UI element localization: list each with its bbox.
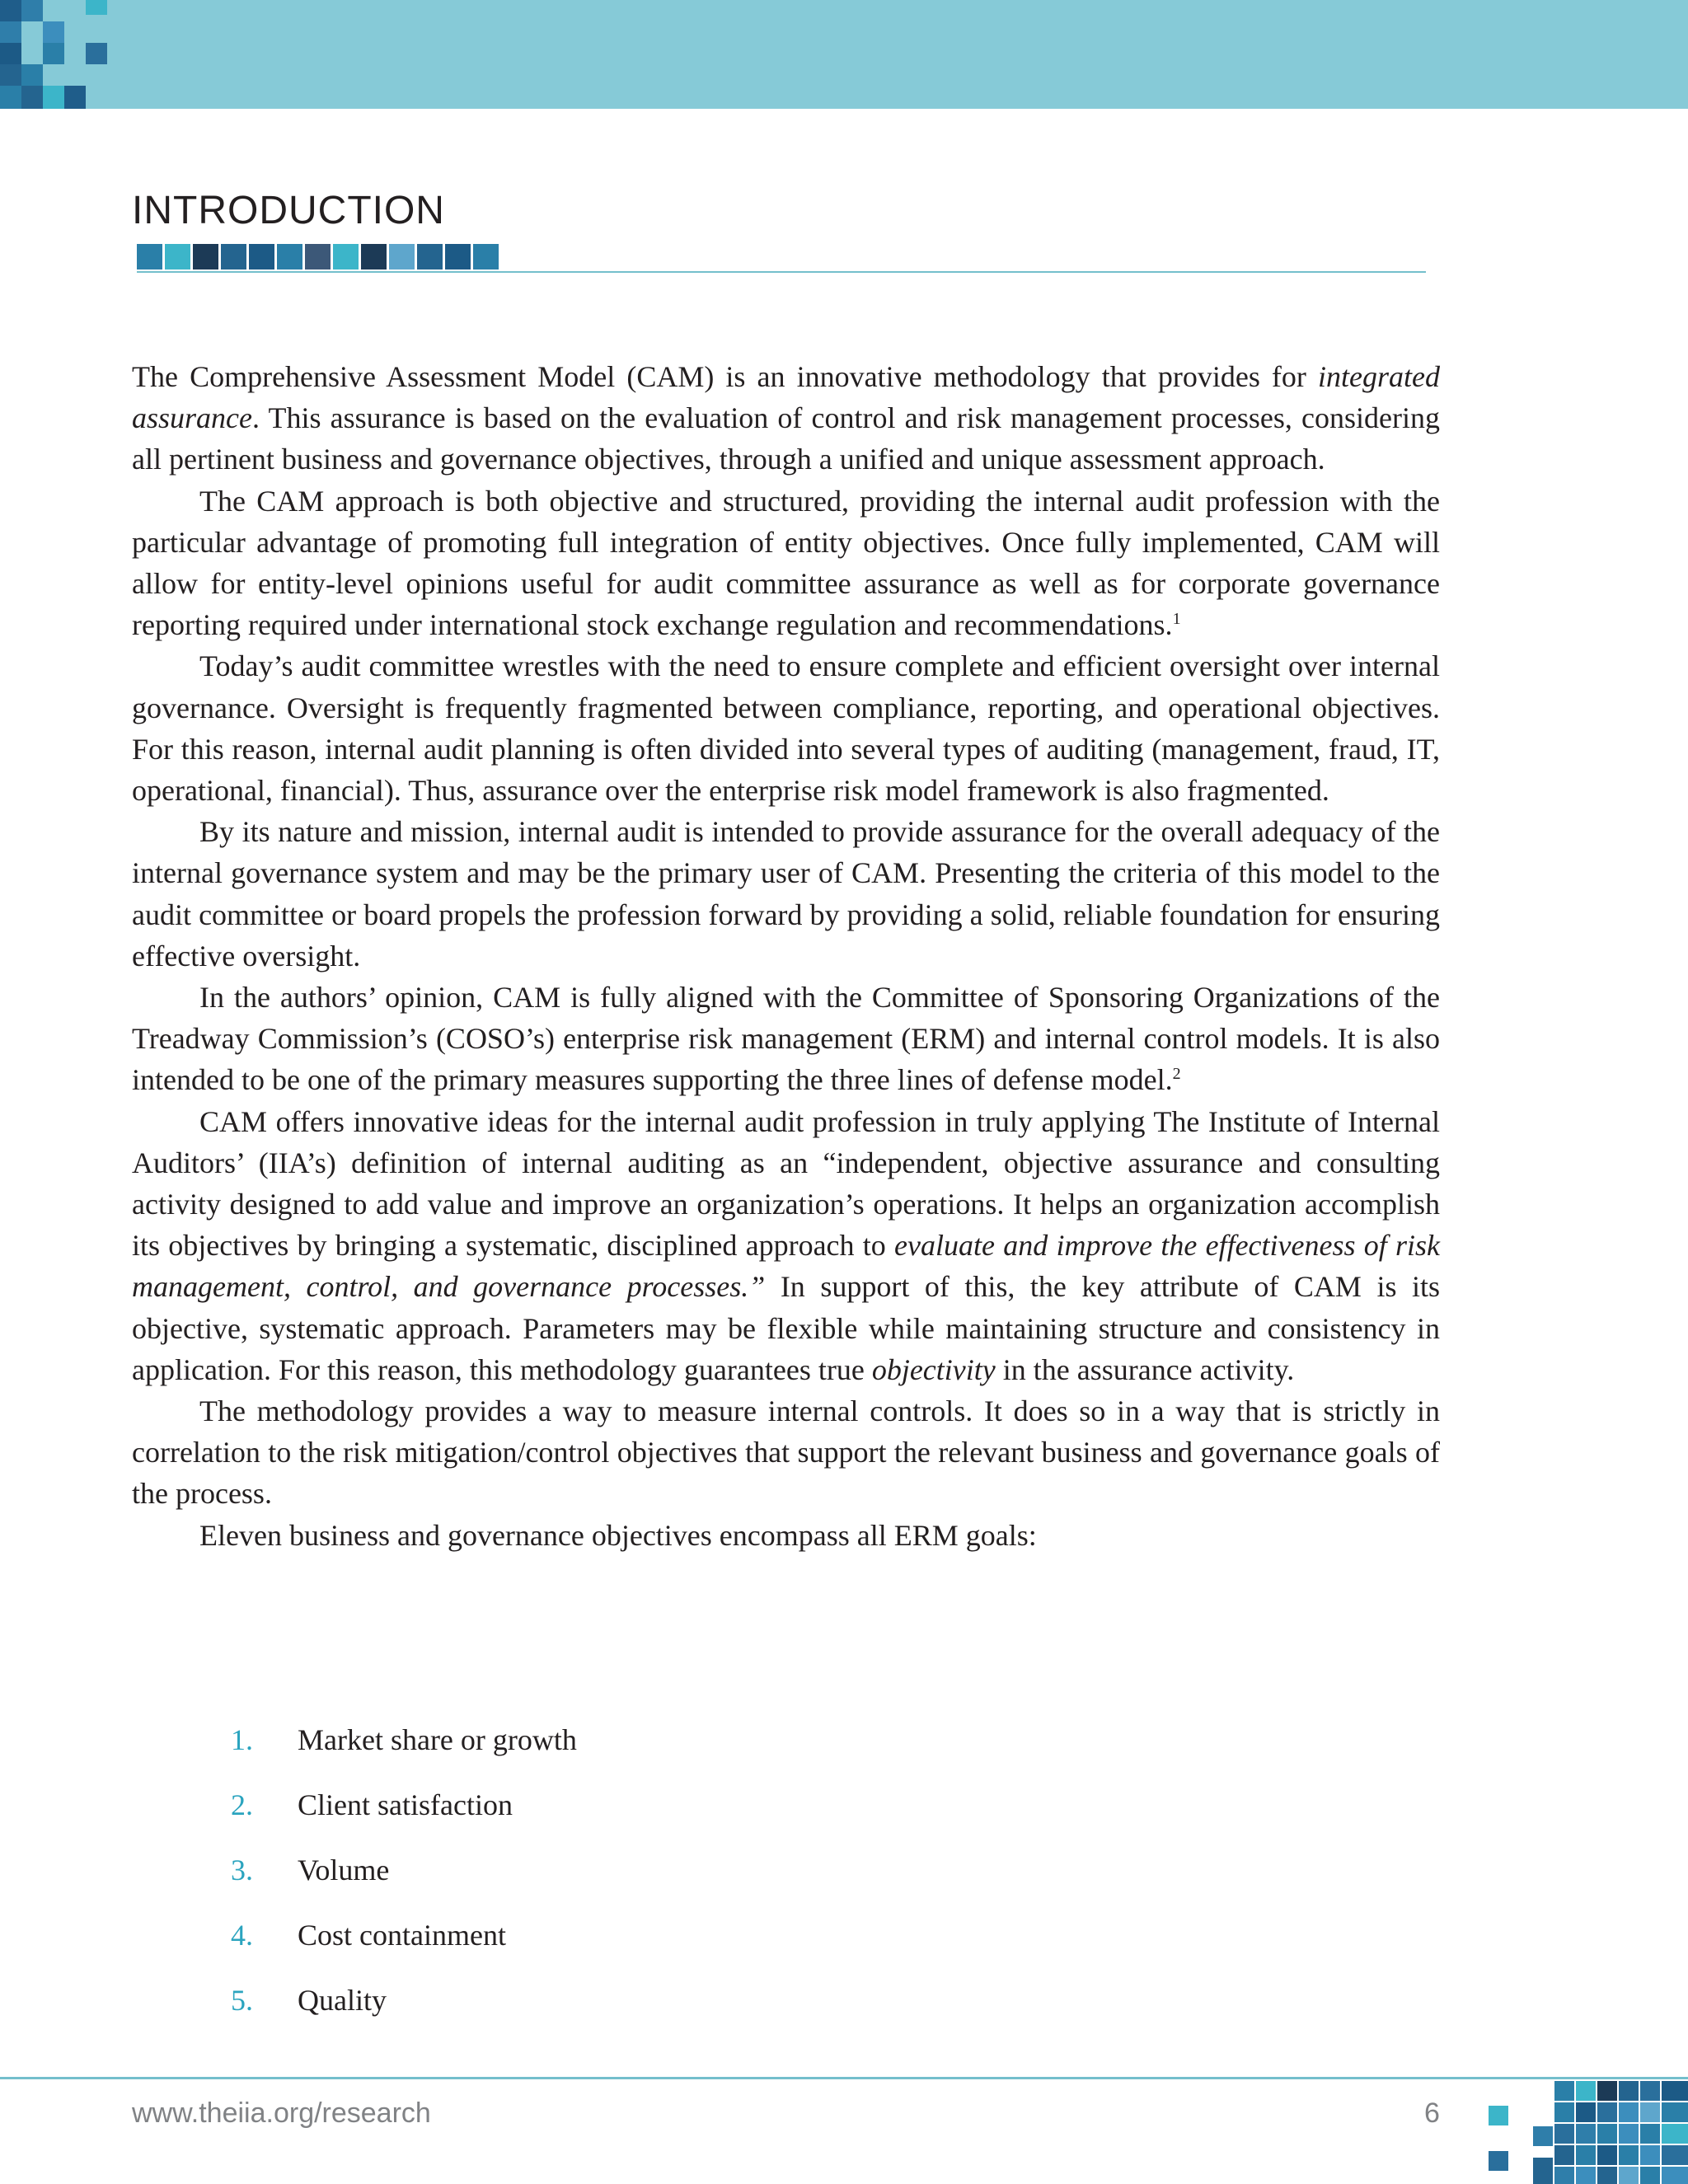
paragraph: Eleven business and governance objectives encompass all ERM goals: [199, 1518, 1037, 1552]
paragraph: The Comprehensive Assessment Model (CAM) is an innovative methodology that provides for integrated assurance. This assurance is based on the evaluation of control and risk management processes, considering all pertinent business and governance objectives, through a unified and unique assessment approach. [132, 360, 1440, 476]
header-band [0, 0, 1688, 109]
accent-square [389, 244, 415, 269]
paragraph: The CAM approach is both objective and structured, providing the internal audit profession with the particular advantage of promoting full integration of entity objectives. Once fully implemented, CAM will allow for entity-level opinions useful for audit committee assurance as well as for corporate governance reporting required under international stock exchange regulation and recommendations.$^1$ [132, 484, 1440, 642]
paragraph: By its nature and mission, internal audit is intended to provide assurance for the overall adequacy of the internal governance system and may be the primary user of CAM. Presenting the criteria of this model to the audit committee or board propels the profession forward by providing a solid, reliable foundation for ensuring effective oversight. [132, 815, 1440, 972]
list-text: Quality [298, 1984, 387, 2017]
paragraph: In the authors’ opinion, CAM is fully aligned with the Committee of Sponsoring Organizations of the Treadway Commission’s (COSO’s) enterprise risk management (ERM) and internal control models. It is also intended to be one of the primary measures supporting the three lines of defense model.$^2$ [132, 981, 1440, 1097]
accent-square [361, 244, 387, 269]
footnote-marker[interactable]: 1 [1172, 610, 1181, 629]
accent-square [445, 244, 471, 269]
list-text: Market share or growth [298, 1723, 577, 1756]
footnote-marker[interactable]: 2 [1172, 1065, 1181, 1084]
list-number: 3. [231, 1854, 253, 1886]
accent-square [165, 244, 190, 269]
paragraph: Today’s audit committee wrestles with the need to ensure complete and efficient oversight over internal governance. Oversight is frequently fragmented between compliance, reporting, and operational objectives. For this reason, internal audit planning is often divided into several types of auditing (management, fraud, IT, operational, financial). Thus, assurance over the enterprise risk model framework is also fragmented. [132, 649, 1440, 808]
title-accent-bar [137, 244, 501, 272]
list-number: 5. [231, 1984, 253, 2017]
accent-square [221, 244, 246, 269]
body-text [132, 356, 1440, 1556]
page-number: 6 [1424, 2097, 1440, 2129]
accent-square [277, 244, 302, 269]
title-underline [137, 271, 1426, 273]
accent-square [417, 244, 443, 269]
accent-square [137, 244, 162, 269]
footer-link[interactable]: www.theiia.org/research [132, 2097, 431, 2129]
list-number: 2. [231, 1788, 253, 1821]
list-text: Cost containment [298, 1919, 506, 1952]
list-number: 1. [231, 1723, 253, 1756]
list-text: Volume [298, 1854, 390, 1886]
page-title: INTRODUCTION [132, 189, 445, 232]
paragraph: The methodology provides a way to measure internal controls. It does so in a way that is strictly in correlation to the risk mitigation/control objectives that support the relevant business and governance goals of the process. [132, 1394, 1440, 1511]
list-number: 4. [231, 1919, 253, 1952]
accent-square [305, 244, 331, 269]
accent-square [249, 244, 274, 269]
accent-square [473, 244, 499, 269]
accent-square [193, 244, 218, 269]
list-text: Client satisfaction [298, 1788, 513, 1821]
paragraph: CAM offers innovative ideas for the internal audit profession in truly applying The Institute of Internal Auditors’ (IIA’s) definition of internal auditing as an “independent, objective assurance and consulting activity designed to add value and improve an organization’s operations. It helps an organization accomplish its objectives by bringing a systematic, disciplined approach to evaluate and improve the effectiveness of risk management, control, and governance processes.” In support of this, the key attribute of CAM is its objective, systematic approach. Parameters may be flexible while maintaining structure and consistency in application. For this reason, this methodology guarantees true objectivity in the assurance activity. [132, 1104, 1440, 1386]
footer-rule [0, 2077, 1688, 2079]
accent-square [333, 244, 359, 269]
